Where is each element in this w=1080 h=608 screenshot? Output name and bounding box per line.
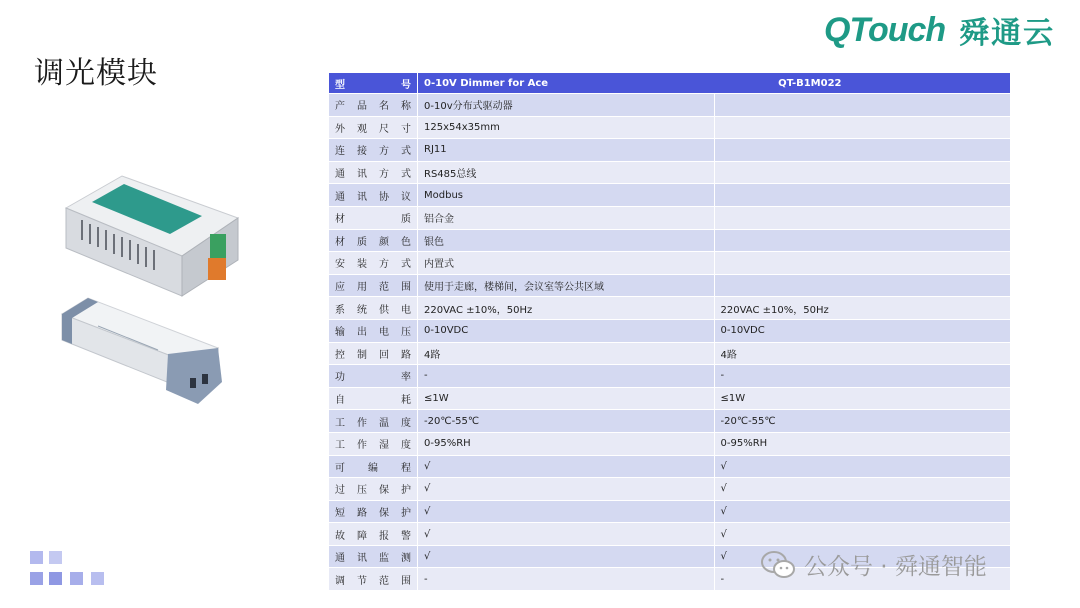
- spec-key: 通讯方式: [329, 161, 418, 184]
- header-product-name: 0-10V Dimmer for Ace: [424, 77, 549, 89]
- deco-square: [49, 551, 62, 564]
- watermark-text: 公众号 · 舜通智能: [804, 554, 987, 580]
- header-model-number: QT-B1M022: [778, 77, 842, 89]
- logo-cn: 舜通云: [959, 16, 1056, 51]
- spec-key: 短路保护: [329, 500, 418, 523]
- deco-square: [49, 572, 62, 585]
- page-title: 调光模块: [34, 56, 158, 91]
- logo-latin: QTouch: [824, 10, 946, 49]
- spec-row: [329, 184, 1011, 207]
- spec-key: 调节范围: [329, 568, 418, 591]
- spec-value-alt: √: [714, 545, 1011, 568]
- spec-key: 工作湿度: [329, 432, 418, 455]
- spec-value-alt: √: [714, 478, 1011, 501]
- spec-key: 材质颜色: [329, 229, 418, 252]
- spec-value: 内置式: [418, 252, 715, 275]
- spec-row: [329, 319, 1011, 342]
- spec-value-alt: ≤1W: [714, 387, 1011, 410]
- spec-value-alt: [714, 116, 1011, 139]
- spec-value: RJ11: [418, 139, 715, 162]
- spec-key: 产品名称: [329, 94, 418, 117]
- spec-row: [329, 478, 1011, 501]
- spec-value-alt: -: [714, 365, 1011, 388]
- spec-value: -20℃-55℃: [418, 410, 715, 433]
- spec-row: [329, 116, 1011, 139]
- deco-square: [30, 551, 43, 564]
- spec-value-alt: √: [714, 455, 1011, 478]
- spec-row: [329, 94, 1011, 117]
- spec-key: 安装方式: [329, 252, 418, 275]
- spec-value: √: [418, 545, 715, 568]
- spec-row: [329, 455, 1011, 478]
- spec-value: √: [418, 523, 715, 546]
- spec-key: 输出电压: [329, 319, 418, 342]
- spec-key: 连接方式: [329, 139, 418, 162]
- spec-value-alt: [714, 274, 1011, 297]
- spec-table: [329, 73, 1011, 591]
- spec-key-header: 型 号: [329, 73, 418, 94]
- spec-row: [329, 206, 1011, 229]
- spec-value: 220VAC ±10%，50Hz: [418, 297, 715, 320]
- spec-value: 0-10VDC: [418, 319, 715, 342]
- spec-row: [329, 252, 1011, 275]
- spec-row: [329, 523, 1011, 546]
- deco-square: [30, 572, 43, 585]
- brand-logo: [824, 8, 1055, 52]
- spec-key: 外观尺寸: [329, 116, 418, 139]
- spec-value-alt: [714, 206, 1011, 229]
- dimmer-module-image-bottom: [58, 292, 224, 410]
- spec-value: √: [418, 500, 715, 523]
- spec-value: 125x54x35mm: [418, 116, 715, 139]
- spec-value: √: [418, 478, 715, 501]
- spec-value: 使用于走廊，楼梯间，会议室等公共区域: [418, 274, 715, 297]
- spec-value: √: [418, 455, 715, 478]
- spec-value-alt: -20℃-55℃: [714, 410, 1011, 433]
- spec-value: 银色: [418, 229, 715, 252]
- spec-value: -: [418, 365, 715, 388]
- spec-value-alt: 0-95%RH: [714, 432, 1011, 455]
- spec-value: 0-10v分布式驱动器: [418, 94, 715, 117]
- deco-square: [91, 572, 104, 585]
- spec-value-alt: [714, 252, 1011, 275]
- dimmer-module-image-top: [62, 168, 242, 304]
- spec-key: 通讯监测: [329, 545, 418, 568]
- spec-value: Modbus: [418, 184, 715, 207]
- spec-key: 故障报警: [329, 523, 418, 546]
- spec-key: 通讯协议: [329, 184, 418, 207]
- spec-header-values: [418, 73, 1011, 94]
- spec-key: 系统供电: [329, 297, 418, 320]
- spec-value-alt: [714, 229, 1011, 252]
- spec-row: [329, 387, 1011, 410]
- spec-row: [329, 161, 1011, 184]
- spec-header-row: [329, 73, 1011, 94]
- spec-value: RS485总线: [418, 161, 715, 184]
- spec-row: [329, 274, 1011, 297]
- spec-value-alt: [714, 94, 1011, 117]
- spec-row: [329, 365, 1011, 388]
- watermark: [760, 548, 987, 581]
- spec-key: 控制回路: [329, 342, 418, 365]
- spec-value-alt: [714, 139, 1011, 162]
- spec-key: 功率: [329, 365, 418, 388]
- spec-key: 可编程: [329, 455, 418, 478]
- spec-value-alt: [714, 161, 1011, 184]
- spec-row: [329, 410, 1011, 433]
- spec-row: [329, 229, 1011, 252]
- spec-key: 自耗: [329, 387, 418, 410]
- spec-row: [329, 139, 1011, 162]
- spec-value: 铝合金: [418, 206, 715, 229]
- spec-value: 0-95%RH: [418, 432, 715, 455]
- spec-key: 材质: [329, 206, 418, 229]
- spec-value-alt: 0-10VDC: [714, 319, 1011, 342]
- spec-key: 工作温度: [329, 410, 418, 433]
- spec-value: ≤1W: [418, 387, 715, 410]
- spec-value: 4路: [418, 342, 715, 365]
- spec-row: [329, 500, 1011, 523]
- spec-row: [329, 297, 1011, 320]
- spec-value-alt: -: [714, 568, 1011, 591]
- spec-value-alt: √: [714, 523, 1011, 546]
- spec-value-alt: 220VAC ±10%，50Hz: [714, 297, 1011, 320]
- spec-value-alt: √: [714, 500, 1011, 523]
- spec-value-alt: [714, 184, 1011, 207]
- spec-value-alt: 4路: [714, 342, 1011, 365]
- spec-row: [329, 432, 1011, 455]
- spec-value: -: [418, 568, 715, 591]
- spec-key: 应用范围: [329, 274, 418, 297]
- spec-key: 过压保护: [329, 478, 418, 501]
- spec-row: [329, 342, 1011, 365]
- deco-square: [70, 572, 83, 585]
- wechat-icon: [760, 550, 796, 580]
